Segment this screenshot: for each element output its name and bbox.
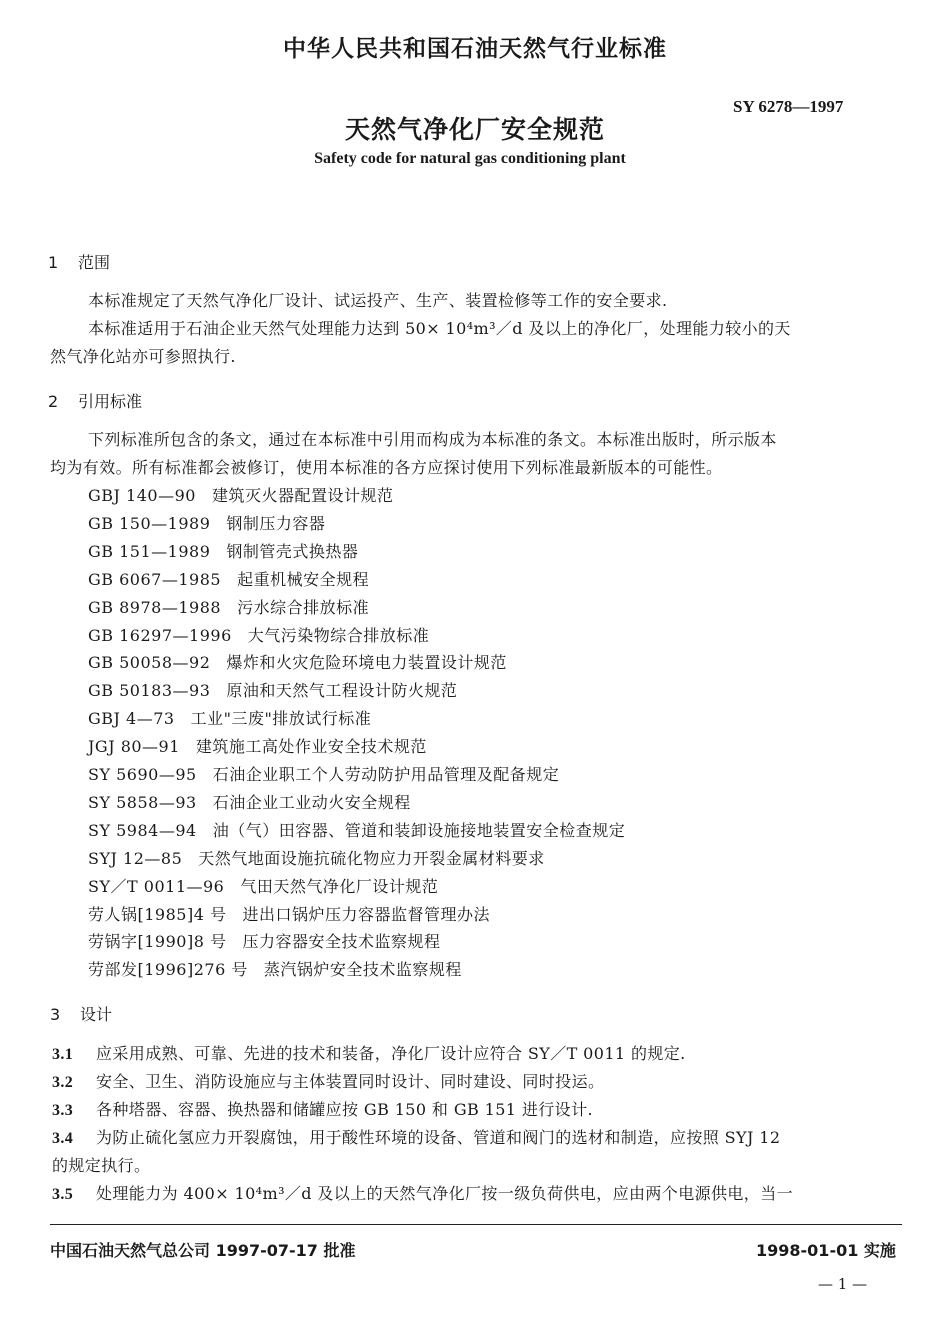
reference-code: 劳锅字[1990]8 号 (88, 932, 227, 952)
reference-title: 建筑施工高处作业安全技术规范 (195, 737, 427, 757)
clause-number: 3.1 (52, 1046, 74, 1063)
reference-code: GB 50183—93 (88, 681, 211, 701)
reference-code: SY 5690—95 (88, 765, 197, 784)
section-number: 1 (48, 253, 59, 272)
clause-item (52, 1069, 604, 1092)
reference-item (88, 483, 393, 506)
clause-text-continuation: 的规定执行。 (52, 1156, 151, 1175)
reference-item (88, 957, 462, 980)
reference-title: 钢制管壳式换热器 (226, 541, 359, 561)
reference-title: 进出口锅炉压力容器监督管理办法 (242, 904, 490, 924)
clause-item (52, 1181, 793, 1204)
reference-item (88, 650, 507, 673)
section-1-paragraph-1: 本标准规定了天然气净化厂设计、试运投产、生产、装置检修等工作的安全要求. (88, 291, 668, 310)
section-2-heading (48, 389, 142, 412)
reference-code: GB 16297—1996 (88, 625, 232, 645)
document-title-english: Safety code for natural gas conditioning plant (314, 150, 626, 167)
reference-title: 石油企业职工个人劳动防护用品管理及配备规定 (212, 765, 560, 784)
reference-title: 天然气地面设施抗硫化物应力开裂金属材料要求 (198, 848, 545, 868)
reference-item (88, 846, 545, 869)
reference-item (88, 734, 427, 757)
reference-item (88, 762, 559, 785)
section-1-paragraph-2: 本标准适用于石油企业天然气处理能力达到 50× 10⁴m³／d 及以上的净化厂，处理能力较小的天 (88, 319, 791, 338)
clause-number: 3.3 (52, 1102, 74, 1119)
reference-code: GB 150—1989 (88, 513, 211, 533)
section-2-paragraph: 下列标准所包含的条文，通过在本标准中引用而构成为本标准的条文。本标准出版时，所示版本 (88, 430, 777, 449)
reference-title: 起重机械安全规程 (237, 569, 370, 589)
reference-item (88, 790, 411, 813)
clause-number: 3.5 (52, 1186, 74, 1203)
reference-item (88, 623, 429, 646)
approval-statement: 中国石油天然气总公司 1997-07-17 批准 (50, 1241, 356, 1260)
reference-code: GB 151—1989 (88, 541, 211, 561)
reference-title: 钢制压力容器 (226, 513, 326, 533)
standard-code: SY 6278—1997 (733, 97, 844, 116)
reference-title: 大气污染物综合排放标准 (247, 625, 430, 645)
reference-title: 工业"三废"排放试行标准 (190, 709, 372, 729)
reference-code: GB 6067—1985 (88, 569, 222, 589)
reference-item (88, 902, 490, 925)
reference-code: GBJ 140—90 (88, 486, 196, 505)
reference-item (88, 678, 457, 701)
reference-title: 石油企业工业动火安全规程 (212, 792, 411, 812)
reference-code: GBJ 4—73 (88, 709, 175, 729)
section-1-heading (48, 250, 110, 273)
reference-item (88, 511, 325, 534)
footer-divider (50, 1224, 902, 1225)
clause-text: 各种塔器、容器、换热器和储罐应按 GB 150 和 GB 151 进行设计. (96, 1100, 593, 1119)
reference-code: GB 50058—92 (88, 653, 211, 673)
reference-item (88, 567, 369, 590)
section-2-paragraph-cont: 均为有效。所有标准都会被修订，使用本标准的各方应探讨使用下列标准最新版本的可能性。 (50, 458, 723, 477)
reference-item (88, 539, 358, 562)
reference-item (88, 818, 625, 841)
document-title: 天然气净化厂安全规范 (344, 115, 605, 144)
clause-text: 安全、卫生、消防设施应与主体装置同时设计、同时建设、同时投运。 (96, 1072, 605, 1091)
clause-text: 应采用成熟、可靠、先进的技术和装备，净化厂设计应符合 SY／T 0011 的规定. (96, 1044, 686, 1063)
reference-item (88, 706, 371, 729)
reference-code: 劳人锅[1985]4 号 (88, 904, 227, 924)
clause-number: 3.4 (52, 1130, 74, 1147)
clause-item (52, 1097, 593, 1120)
reference-title: 原油和天然气工程设计防火规范 (226, 681, 458, 701)
reference-title: 蒸汽锅炉安全技术监察规程 (263, 960, 462, 980)
reference-title: 压力容器安全技术监察规程 (242, 932, 441, 952)
section-number: 3 (50, 1005, 61, 1024)
section-3-heading (50, 1002, 112, 1025)
reference-item (88, 595, 369, 618)
section-title: 设计 (80, 1005, 113, 1024)
reference-code: SY 5858—93 (88, 792, 197, 812)
reference-code: SY 5984—94 (88, 820, 197, 840)
header-organization: 中华人民共和国石油天然气行业标准 (283, 36, 667, 62)
reference-code: JGJ 80—91 (88, 737, 180, 757)
effective-date: 1998-01-01 实施 (756, 1241, 896, 1260)
reference-title: 污水综合排放标准 (237, 597, 370, 617)
clause-text: 处理能力为 400× 10⁴m³／d 及以上的天然气净化厂按一级负荷供电，应由两个电源供电，当一 (96, 1184, 794, 1203)
clause-item (52, 1125, 780, 1148)
reference-title: 气田天然气净化厂设计规范 (240, 876, 439, 896)
reference-title: 建筑灭火器配置设计规范 (211, 486, 394, 505)
clause-text: 为防止硫化氢应力开裂腐蚀，用于酸性环境的设备、管道和阀门的选材和制造，应按照 SYJ 12 (96, 1128, 781, 1147)
reference-item (88, 929, 441, 952)
section-title: 范围 (78, 253, 111, 272)
clause-item (52, 1041, 686, 1064)
section-title: 引用标准 (78, 392, 143, 411)
clause-number: 3.2 (52, 1074, 74, 1091)
reference-item (88, 874, 438, 897)
section-number: 2 (48, 392, 59, 411)
page-number: — 1 — (818, 1275, 868, 1293)
reference-code: SYJ 12—85 (88, 848, 183, 868)
reference-code: SY／T 0011—96 (88, 876, 225, 896)
reference-title: 油（气）田容器、管道和装卸设施接地装置安全检查规定 (212, 820, 626, 840)
reference-code: 劳部发[1996]276 号 (88, 960, 248, 980)
section-1-paragraph-2-cont: 然气净化站亦可参照执行. (50, 347, 236, 366)
reference-title: 爆炸和火灾危险环境电力装置设计规范 (226, 653, 507, 673)
reference-code: GB 8978—1988 (88, 597, 222, 617)
